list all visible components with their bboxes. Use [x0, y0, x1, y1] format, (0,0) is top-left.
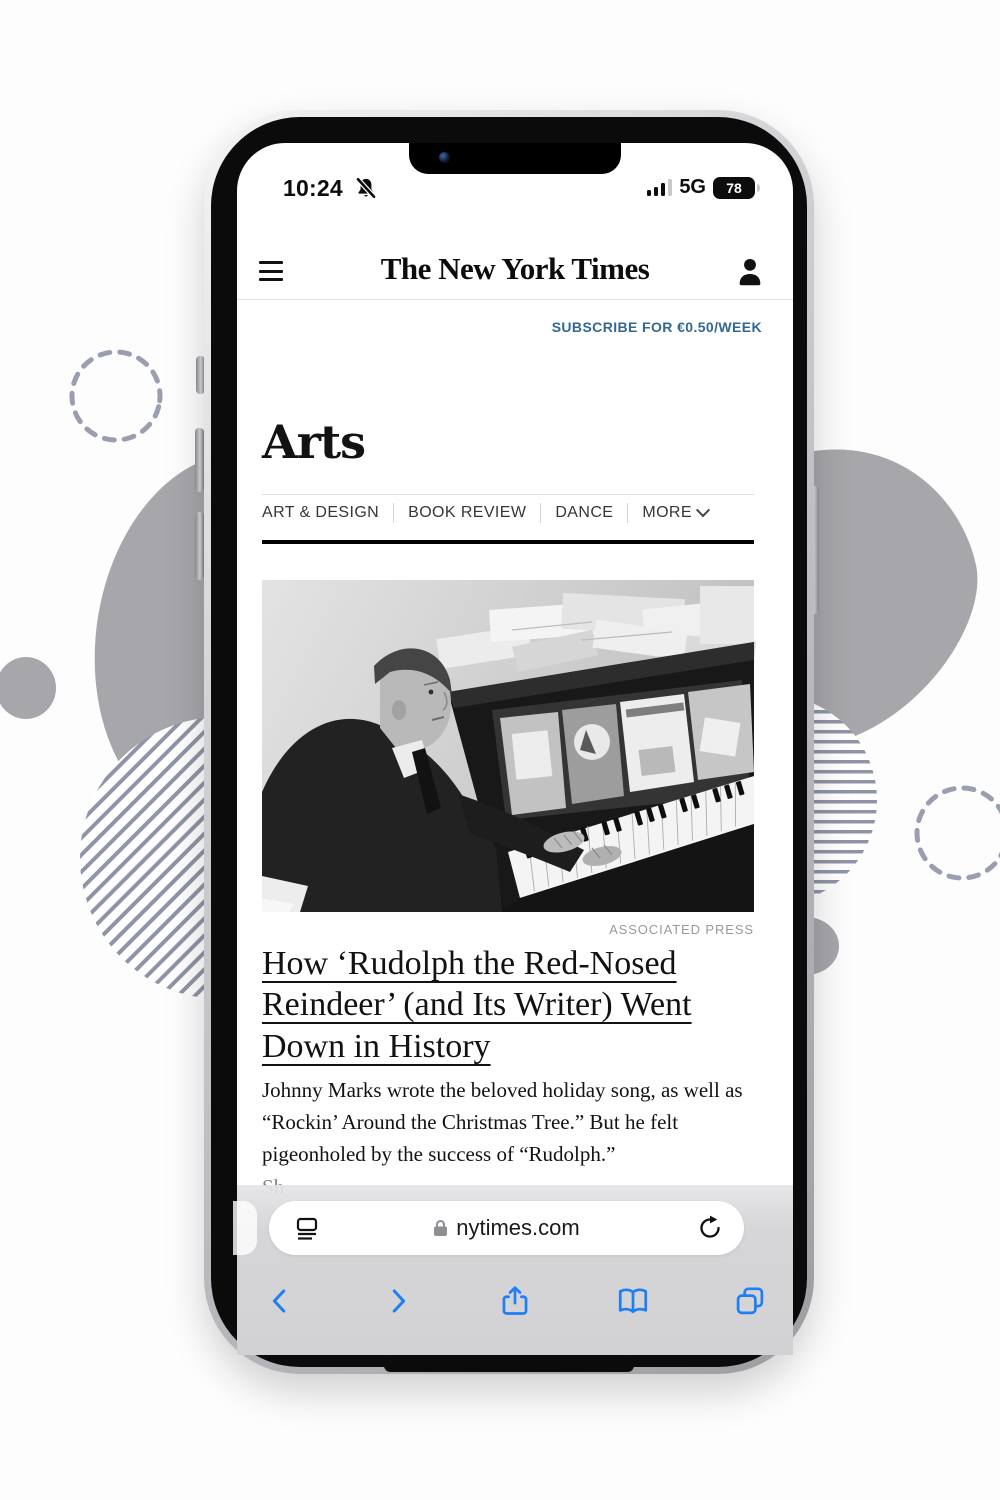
nav-divider: [393, 503, 394, 523]
site-header: [237, 247, 793, 299]
clock: 10:24: [283, 175, 343, 201]
status-bar: [237, 173, 793, 209]
adjacent-tab-peek[interactable]: [233, 1201, 257, 1255]
battery-indicator: 78: [713, 177, 755, 199]
section-nav: [262, 503, 754, 523]
bookmarks-icon[interactable]: [614, 1282, 652, 1320]
front-camera: [439, 152, 450, 163]
notch: [409, 143, 621, 174]
gray-blob-right: [806, 450, 977, 748]
nyt-logo[interactable]: The New York Times: [380, 251, 650, 286]
padlock-icon: [433, 1219, 448, 1237]
article-photo[interactable]: [262, 580, 754, 912]
network-type: 5G: [679, 176, 706, 198]
nav-item-dance[interactable]: DANCE: [555, 504, 614, 521]
chevron-down-icon: [696, 503, 710, 517]
nav-item-art-design[interactable]: ART & DESIGN: [262, 504, 380, 521]
phone-bezel: [211, 117, 807, 1367]
url-bar[interactable]: [269, 1201, 744, 1255]
home-indicator: [384, 1359, 634, 1372]
back-button[interactable]: [261, 1282, 299, 1320]
section-divider: [262, 494, 754, 495]
dashed-ring-left: [63, 343, 170, 450]
safari-bottom-bar: [237, 1185, 793, 1355]
photo-credit: ASSOCIATED PRESS: [609, 922, 754, 937]
reload-icon[interactable]: [696, 1214, 724, 1242]
url-text: nytimes.com: [456, 1215, 580, 1240]
volume-up-button[interactable]: [195, 428, 204, 492]
phone-screen: [237, 143, 793, 1355]
forward-button[interactable]: [379, 1282, 417, 1320]
nav-item-book-review[interactable]: BOOK REVIEW: [408, 504, 527, 521]
nav-underline-rule: [262, 540, 754, 544]
dashed-ring-right: [911, 782, 1000, 884]
safari-toolbar: [237, 1271, 793, 1331]
section-title: Arts: [262, 415, 366, 469]
nav-divider: [627, 503, 628, 523]
signal-strength-icon: [647, 179, 673, 196]
nav-item-more[interactable]: [642, 504, 708, 522]
person-icon[interactable]: [735, 255, 765, 287]
share-icon[interactable]: [496, 1282, 534, 1320]
header-divider: [237, 299, 793, 300]
article-summary: Johnny Marks wrote the beloved holiday song, as well as “Rockin’ Around the Christmas Tree.” But he felt pigeonholed by the success of “Rudolph.”: [262, 1078, 743, 1166]
tabs-icon[interactable]: [731, 1282, 769, 1320]
nav-item-more-label: MORE: [642, 504, 692, 521]
bell-slash-icon: [353, 176, 379, 202]
volume-down-button[interactable]: [195, 512, 204, 580]
iphone-frame: [204, 110, 814, 1374]
subscribe-link[interactable]: SUBSCRIBE FOR €0.50/WEEK: [551, 319, 762, 335]
article-headline[interactable]: How ‘Rudolph the Red-Nosed Reindeer’ (and Its Writer) Went Down in History: [262, 945, 692, 1065]
gray-dot-left: [0, 657, 56, 719]
nav-divider: [540, 503, 541, 523]
